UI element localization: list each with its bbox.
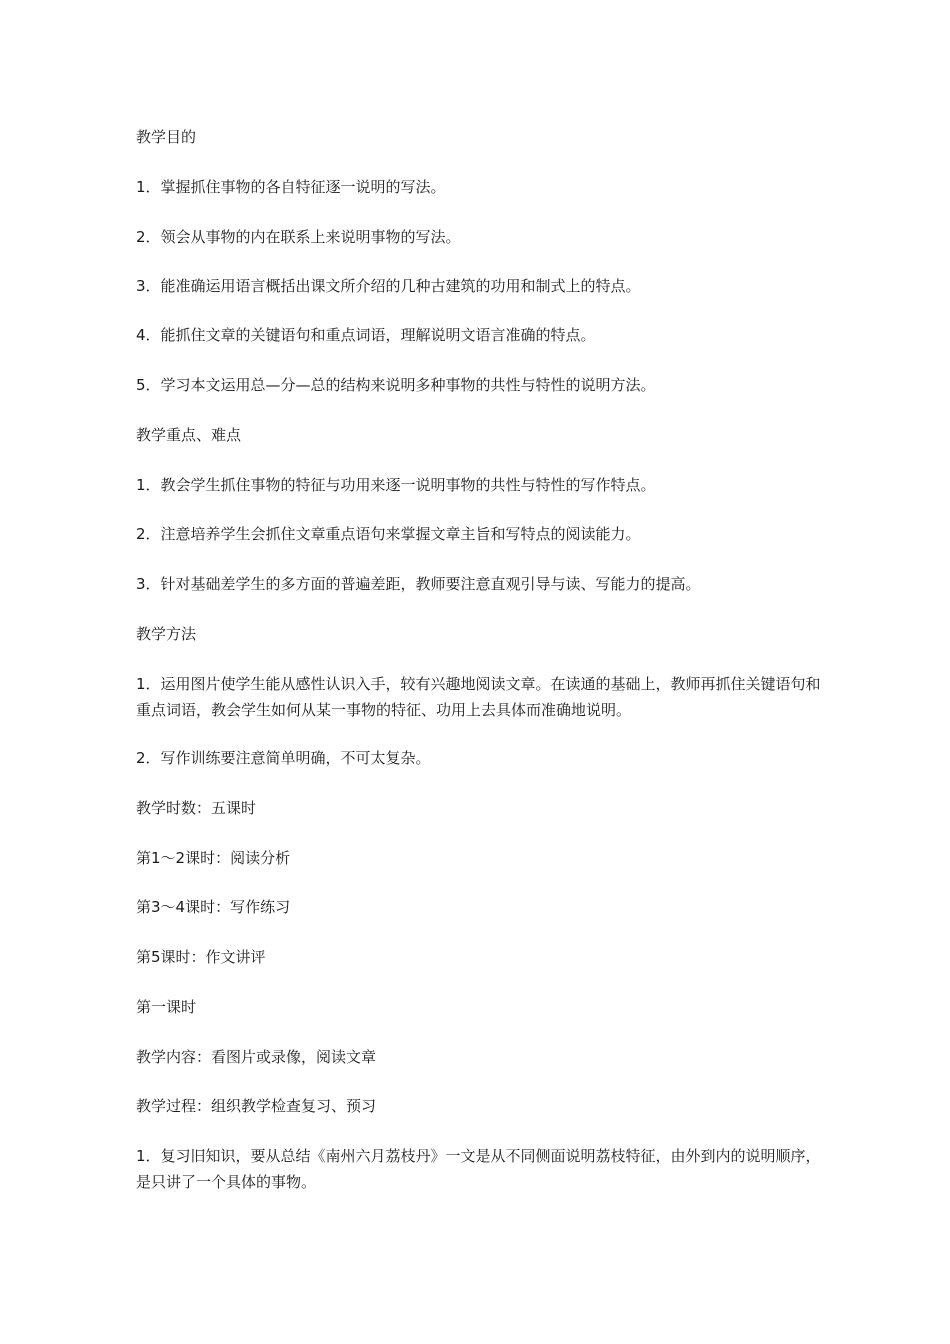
- teaching-hours: 教学时数：五课时: [136, 799, 257, 817]
- goal-item-2: 2．领会从事物的内在联系上来说明事物的写法。: [136, 228, 461, 246]
- heading-first-lesson: 第一课时: [136, 998, 197, 1016]
- goal-item-4: 4．能抓住文章的关键语句和重点词语，理解说明文语言准确的特点。: [136, 326, 596, 344]
- teaching-content: 教学内容：看图片或录像，阅读文章: [136, 1048, 377, 1066]
- key-point-item-2: 2．注意培养学生会抓住文章重点语句来掌握文章主旨和写特点的阅读能力。: [136, 525, 641, 543]
- key-point-item-1: 1．教会学生抓住事物的特征与功用来逐一说明事物的共性与特性的写作特点。: [136, 476, 656, 494]
- goal-item-1: 1．掌握抓住事物的各自特征逐一说明的写法。: [136, 178, 446, 196]
- lesson-5: 第5课时：作文讲评: [136, 948, 266, 966]
- heading-teaching-methods: 教学方法: [136, 625, 197, 643]
- lesson-3-4: 第3～4课时：写作练习: [136, 898, 291, 916]
- goal-item-3: 3．能准确运用语言概括出课文所介绍的几种古建筑的功用和制式上的特点。: [136, 277, 641, 295]
- heading-key-points: 教学重点、难点: [136, 426, 242, 444]
- method-item-1: 1．运用图片使学生能从感性认识入手，较有兴趣地阅读文章。在读通的基础上，教师再抓住关键语句和重点词语，教会学生如何从某一事物的特征、功用上去具体而准确地说明。: [136, 675, 821, 719]
- teaching-process: 教学过程：组织教学检查复习、预习: [136, 1097, 377, 1115]
- heading-teaching-goals: 教学目的: [136, 128, 197, 146]
- process-item-1: 1．复习旧知识，要从总结《南州六月荔枝丹》一文是从不同侧面说明荔枝特征，由外到内的说明顺序，是只讲了一个具体的事物。: [136, 1147, 821, 1191]
- method-item-2: 2．写作训练要注意简单明确，不可太复杂。: [136, 749, 431, 767]
- goal-item-5: 5．学习本文运用总—分—总的结构来说明多种事物的共性与特性的说明方法。: [136, 376, 656, 394]
- key-point-item-3: 3．针对基础差学生的多方面的普遍差距，教师要注意直观引导与读、写能力的提高。: [136, 575, 701, 593]
- lesson-1-2: 第1～2课时：阅读分析: [136, 849, 291, 867]
